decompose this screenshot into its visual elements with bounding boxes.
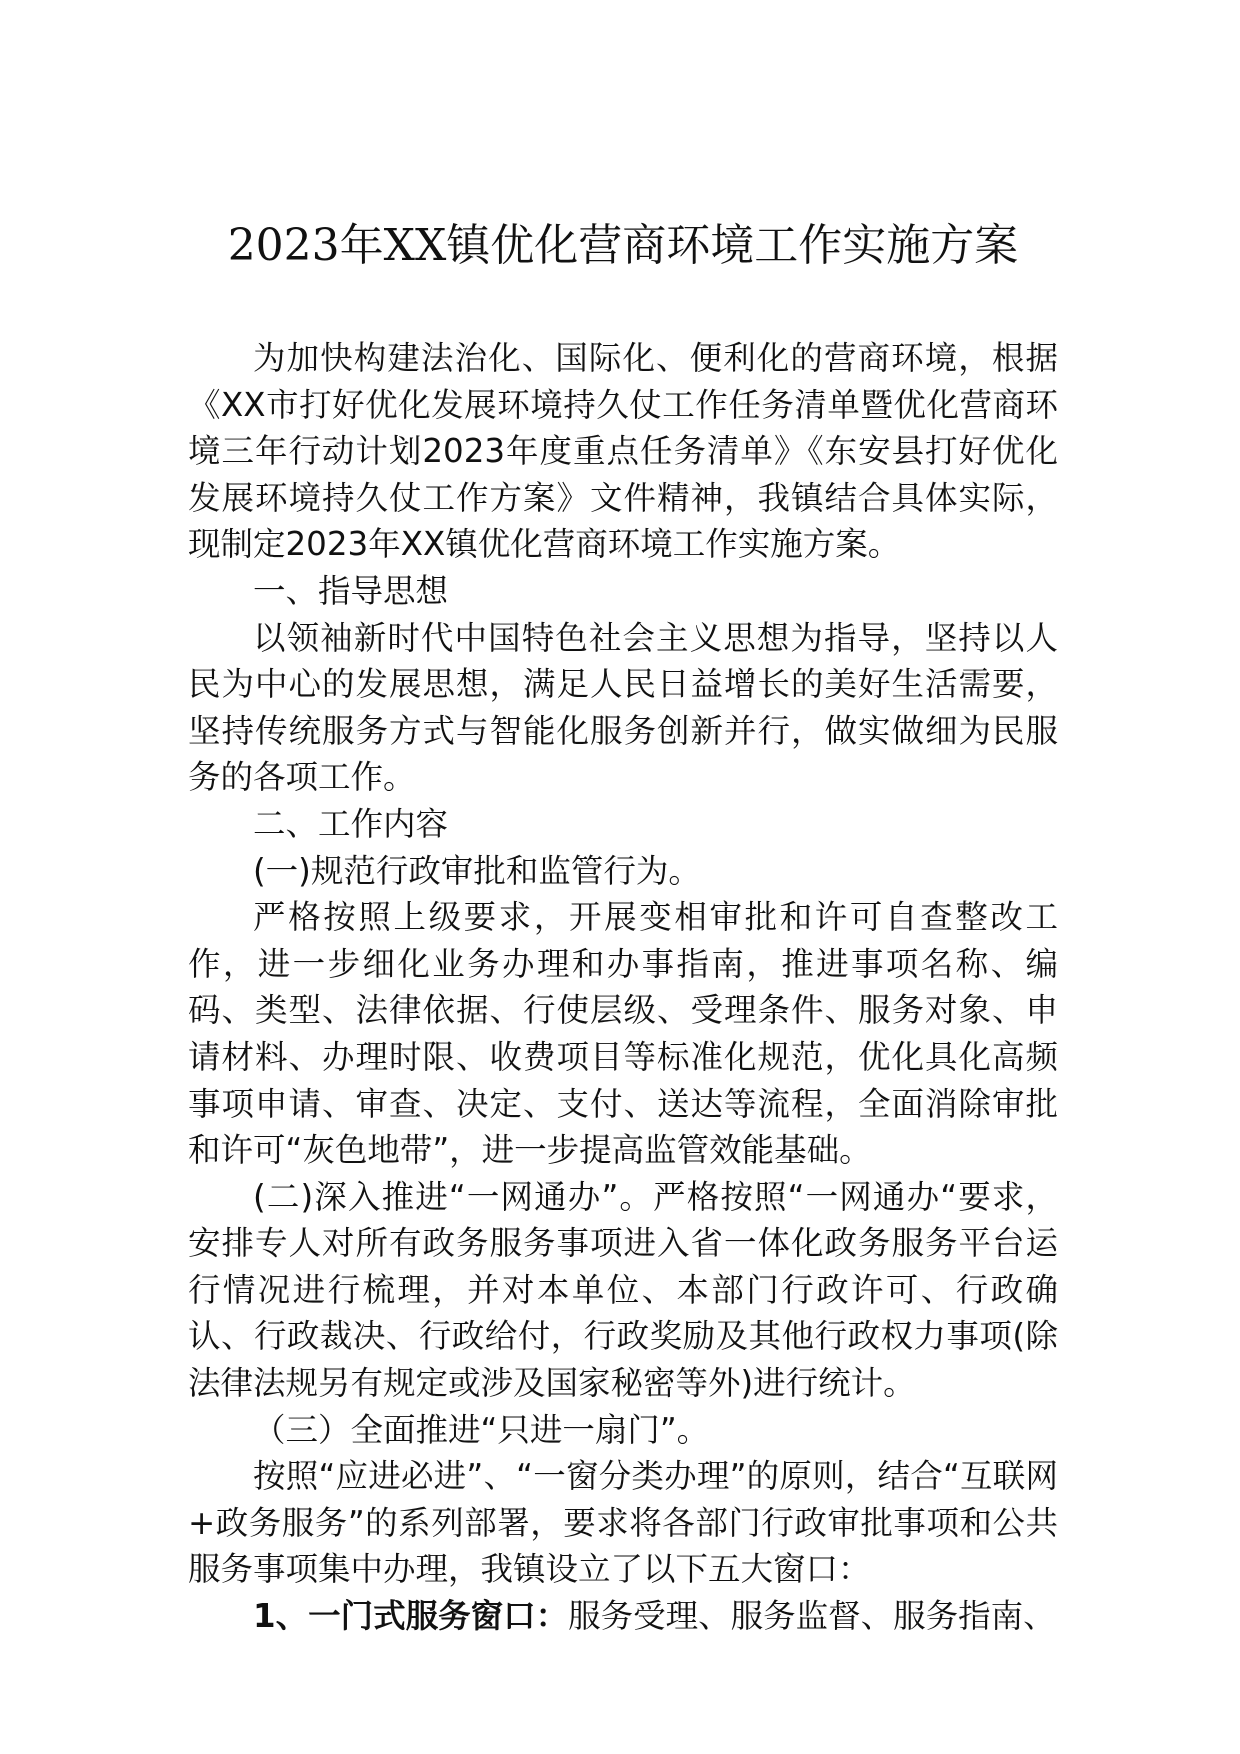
paragraph-one-network: (二)深入推进“一网通办”。严格按照“一网通办“要求，安排专人对所有政务服务事项进入省一体化政务服务平台运行情况进行梳理，并对本单位、本部门行政许可、行政确认、行政裁决、行政给付，行政奖励及其他行政权力事项(除法律法规另有规定或涉及国家秘密等外)进行统计。 (188, 1177, 1058, 1403)
document-title: 2023年XX镇优化营商环境工作实施方案 (227, 220, 1019, 271)
paragraph-one-door: 按照“应进必进”、“一窗分类办理”的原则，结合“互联网+政务服务”的系列部署，要求将各部门行政审批事项和公共服务事项集中办理，我镇设立了以下五大窗口： (188, 1457, 1058, 1589)
paragraph-service-window (188, 1593, 1058, 1640)
paragraph-guiding-ideology: 以领袖新时代中国特色社会主义思想为指导，坚持以人民为中心的发展思想，满足人民日益增长的美好生活需要，坚持传统服务方式与智能化服务创新并行，做实做细为民服务的各项工作。 (188, 618, 1058, 797)
service-window-lead: 1、一门式服务窗口： (253, 1597, 569, 1636)
heading-guiding-ideology: 一、指导思想 (253, 571, 449, 610)
subheading-one-door: （三）全面推进“只进一扇门”。 (253, 1410, 710, 1449)
paragraph-intro: 为加快构建法治化、国际化、便利化的营商环境，根据《XX市打好优化发展环境持久仗工作任务清单暨优化营商环境三年行动计划2023年度重点任务清单》《东安县打好优化发展环境持久仗工作方案》文件精神，我镇结合具体实际，现制定2023年XX镇优化营商环境工作实施方案。 (188, 339, 1058, 564)
document-body (188, 335, 1058, 1640)
heading-work-content: 二、工作内容 (253, 804, 449, 843)
paragraph-regulate-approval: 严格按照上级要求，开展变相审批和许可自查整改工作，进一步细化业务办理和办事指南，推进事项名称、编码、类型、法律依据、行使层级、受理条件、服务对象、申请材料、办理时限、收费项目等标准化规范，优化具化高频事项申请、审查、决定、支付、送达等流程，全面消除审批和许可“灰色地带”，进一步提高监管效能基础。 (188, 898, 1058, 1170)
subheading-regulate-approval: (一)规范行政审批和监管行为。 (253, 851, 701, 890)
service-window-text: 服务受理、服务监督、服务指南、 (568, 1597, 1056, 1636)
